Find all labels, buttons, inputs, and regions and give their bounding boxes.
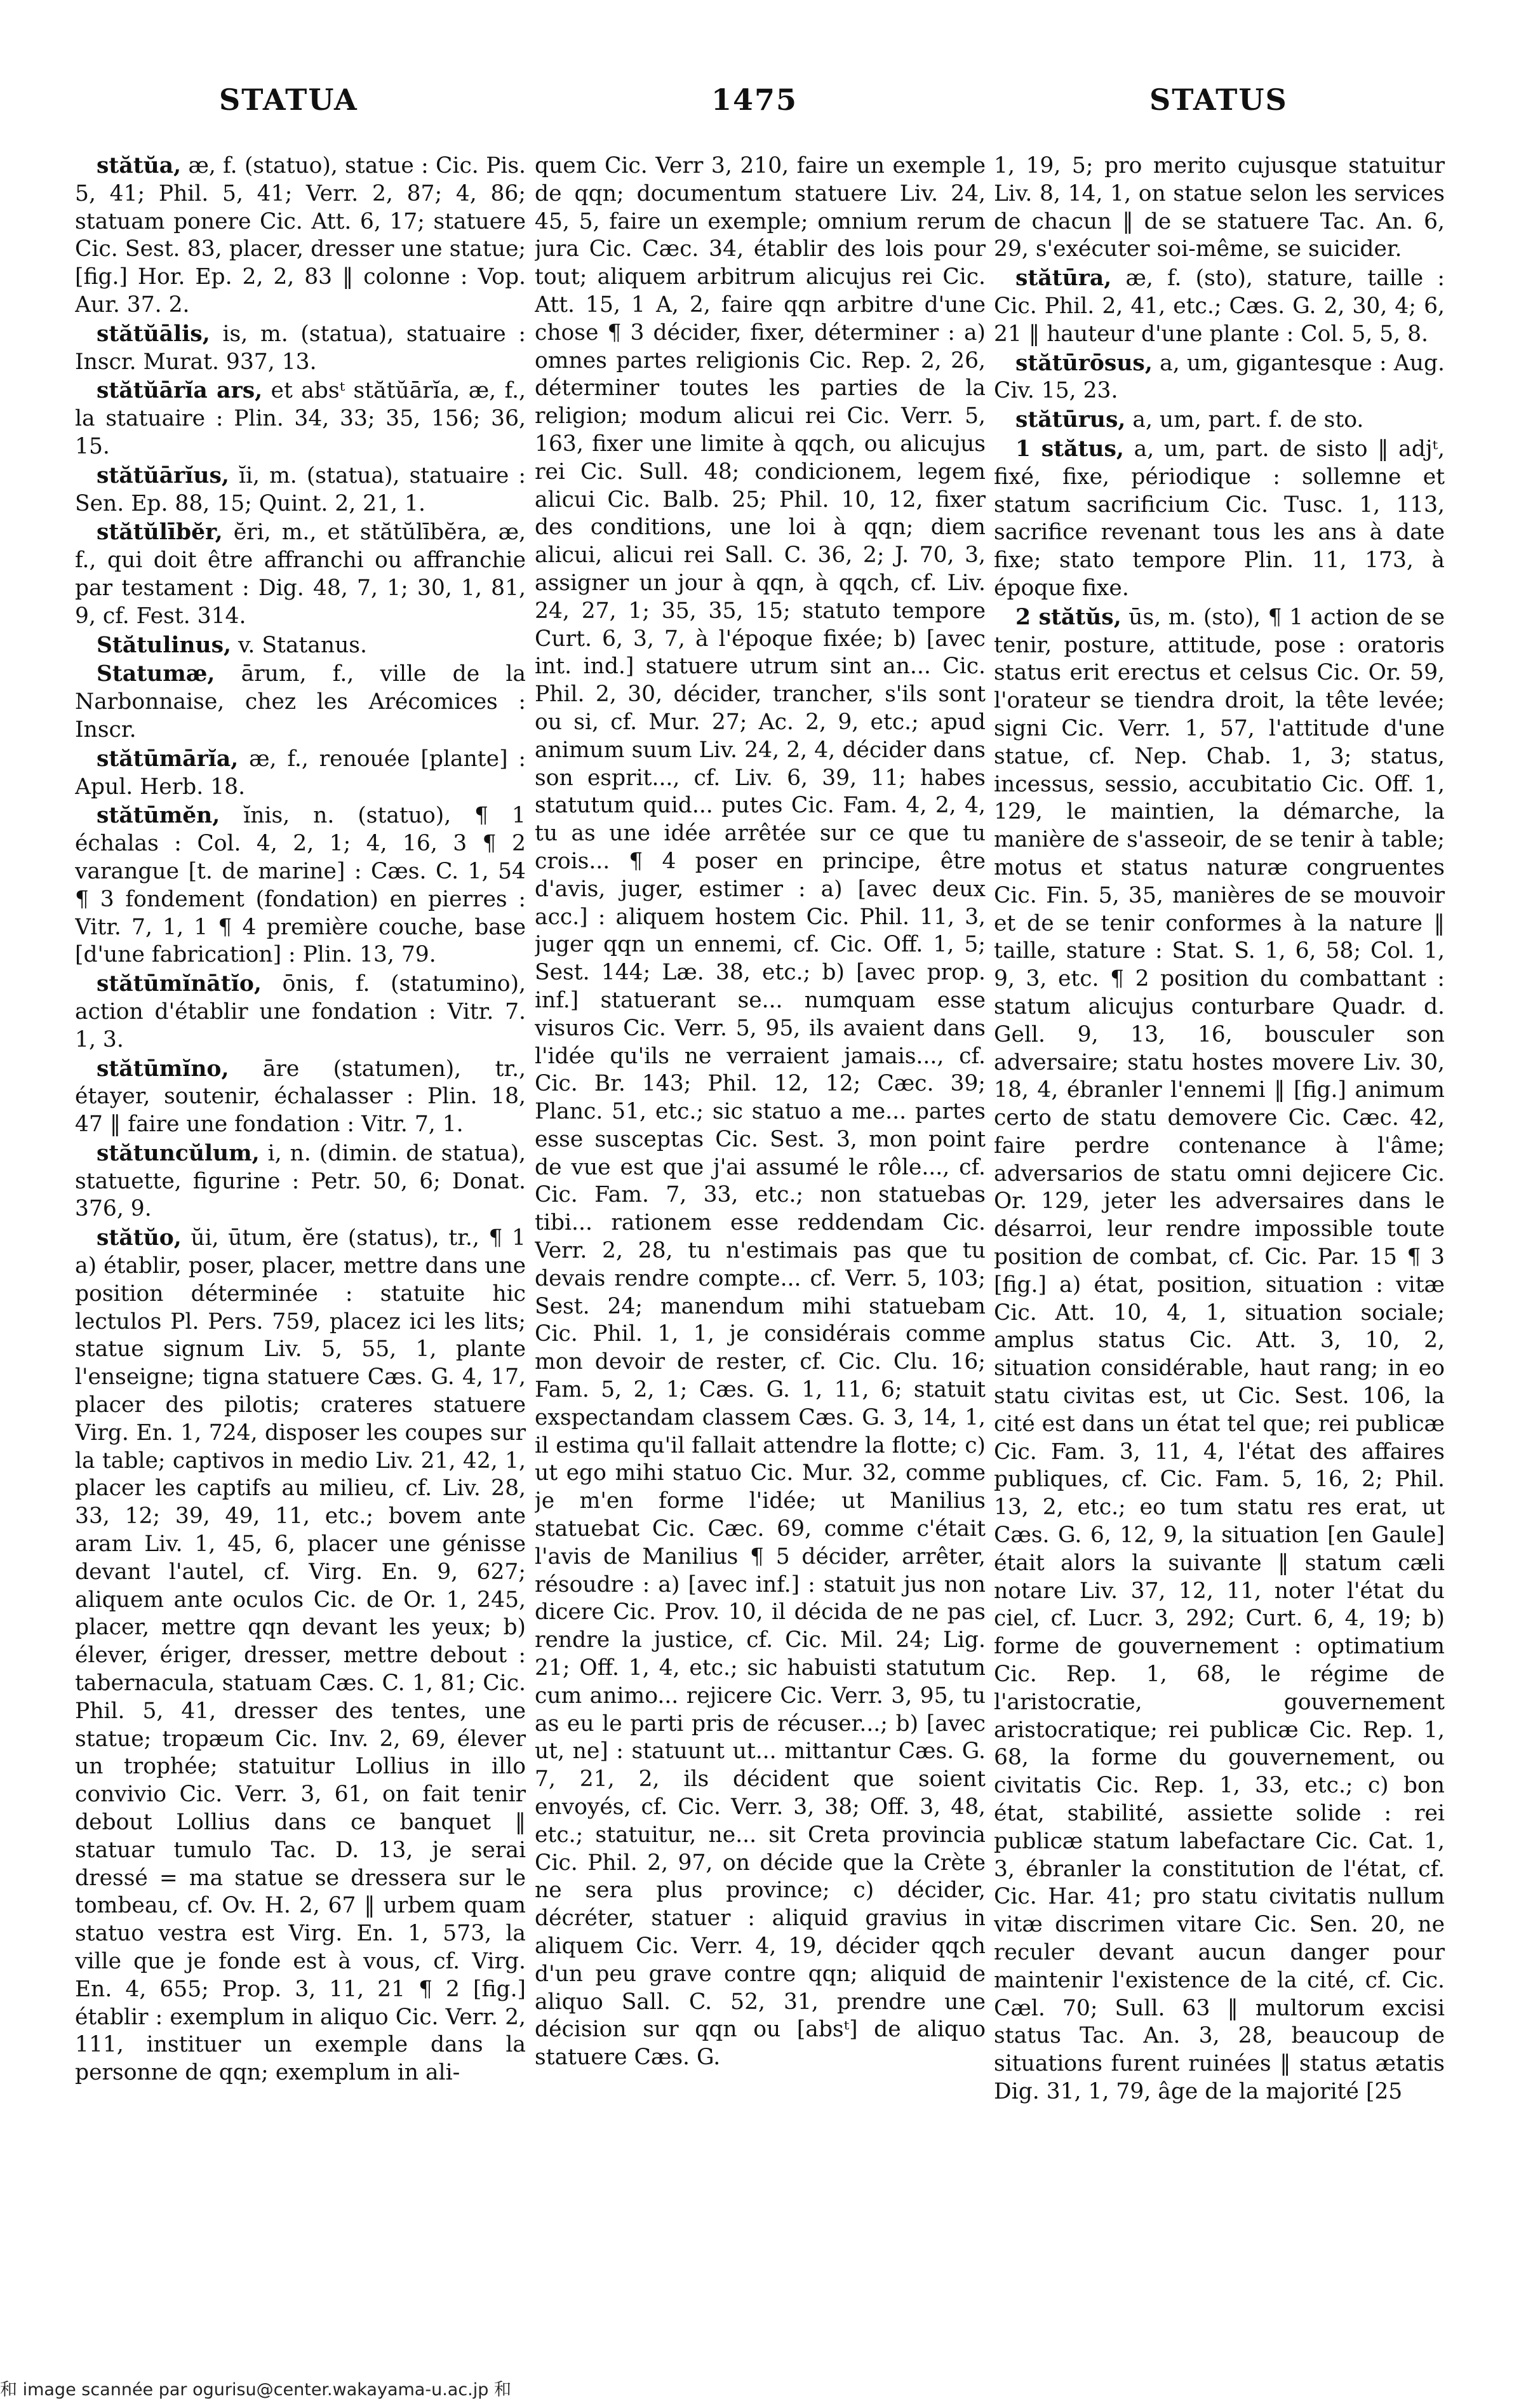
dictionary-entry — [994, 265, 1445, 348]
dictionary-entry — [75, 971, 526, 1054]
entry-body: i, n. (dimin. de statua), statuette, figurine : Petr. 50, 6; Donat. 376, 9. — [75, 1140, 526, 1222]
column-2 — [535, 152, 986, 2274]
dictionary-entry — [75, 321, 526, 377]
entry-body: ōnis, f. (statumino), action d'établir une fondation : Vitr. 7. 1, 3. — [75, 971, 526, 1052]
header-right-word: STATUS — [1149, 83, 1288, 117]
entry-body: ĭi, m. (statua), statuaire : Sen. Ep. 88, 15; Quint. 2, 21, 1. — [75, 462, 526, 516]
entry-headword: stătūmārĭa, — [97, 746, 239, 772]
entry-headword: stătūra, — [1015, 265, 1112, 292]
entry-headword: stătŭo, — [97, 1225, 182, 1251]
dictionary-entry — [75, 519, 526, 630]
entry-body: ĭnis, n. (statuo), ¶ 1 échalas : Col. 4, 2, 1; 4, 16, 3 ¶ 2 varangue [t. de marine] : Cæs. C. 1, 54 ¶ 3 fondement (fondation) en pierres : Vitr. 7, 1, 1 ¶ 4 première couche, base [d'une fabrication] : Plin. 13, 79. — [75, 803, 526, 968]
entry-headword: stătūmĭnātĭo, — [97, 971, 262, 997]
dictionary-entry — [994, 152, 1445, 264]
entry-headword: Statumæ, — [97, 661, 215, 687]
column-3 — [994, 152, 1445, 2274]
page-number: 1475 — [711, 83, 798, 117]
dictionary-entry — [75, 746, 526, 802]
entry-body: ārum, f., ville de la Narbonnaise, chez les Arécomices : Inscr. — [75, 661, 526, 743]
entry-headword: stătŭa, — [97, 153, 182, 178]
dictionary-entry — [75, 462, 526, 518]
running-header — [0, 83, 1540, 127]
column-1 — [75, 152, 526, 2274]
entry-body: a, um, gigantesque : Aug. Civ. 15, 23. — [994, 350, 1445, 404]
entry-headword: stătŭārĭa ars, — [97, 378, 263, 404]
entry-body: ŭi, ūtum, ĕre (status), tr., ¶ 1 a) établir, poser, placer, mettre dans une position déterminée : statuite hic lectulos Pl. Pers. 759, placez ici les lits; statue signum Liv. 5, 55, 1, plante l'enseigne; tigna statuere Cæs. G. 4, 17, placer des pilotis; crateres statuere Virg. En. 1, 724, disposer les coupes sur la table; captivos in medio Liv. 21, 42, 1, placer les captifs au milieu, cf. Liv. 28, 33, 12; 39, 49, 11, etc.; bovem ante aram Liv. 1, 45, 6, placer une génisse devant l'autel, cf. Virg. En. 9, 627; aliquem ante oculos Cic. de Or. 1, 245, placer, mettre qqn devant les yeux; b) élever, ériger, dresser, mettre debout : tabernacula, statuam Cæs. C. 1, 81; Cic. Phil. 5, 41, dresser des tentes, une statue; tropæum Cic. Inv. 2, 69, élever un trophée; statuitur Lollius in illo convivio Cic. Verr. 3, 61, on fait tenir debout Lollius dans ce banquet ‖ statuar tumulo Tac. D. 13, je serai dressé = ma statue se dressera sur le tombeau, cf. Ov. H. 2, 67 ‖ urbem quam statuo vestra est Virg. En. 1, 573, la ville que je fonde est à vous, cf. Virg. En. 4, 655; Prop. 3, 11, 21 ¶ 2 [fig.] établir : exemplum in aliquo Cic. Verr. 2, 111, instituer un exemple dans la personne de qqn; exemplum in ali- — [75, 1225, 526, 2086]
dictionary-entry — [75, 1140, 526, 1223]
entry-headword: stătūmĭno, — [97, 1056, 229, 1082]
entry-headword: stătūrōsus, — [1015, 350, 1153, 376]
entry-body: a, um, part. de sisto ‖ adjᵗ, fixé, fixe, périodique : sollemne et statum sacrificium Cic. Tusc. 1, 113, sacrifice revenant tous les ans à date fixe; stato tempore Plin. 11, 173, à époque fixe. — [994, 436, 1445, 601]
entry-body: æ, f., renouée [plante] : Apul. Herb. 18. — [75, 746, 526, 800]
entry-headword: 1 stătus, — [1015, 436, 1124, 462]
dictionary-entry — [994, 436, 1445, 603]
dictionary-entry — [75, 632, 526, 660]
entry-body: a, um, part. f. de sto. — [1132, 407, 1364, 433]
entry-body: v. Statanus. — [238, 632, 367, 658]
entry-body: ūs, m. (sto), ¶ 1 action de se tenir, posture, attitude, pose : oratoris status erit erectus et celsus Cic. Or. 59, l'orateur se tiendra droit, la tête levée; signi Cic. Verr. 1, 57, l'attitude d'une statue, cf. Nep. Chab. 1, 3; status, incessus, sessio, accubitatio Cic. Off. 1, 129, le maintien, la démarche, la manière de s'asseoir, de se tenir à table; motus et status naturæ congruentes Cic. Fin. 5, 35, manières de se mouvoir et de se tenir conformes à la nature ‖ taille, stature : Stat. S. 1, 6, 58; Col. 1, 9, 3, etc. ¶ 2 position du combattant : statum alicujus conturbare Quadr. d. Gell. 9, 13, 16, bousculer son adversaire; statu hostes movere Liv. 30, 18, 4, ébranler l'ennemi ‖ [fig.] animum certo de statu demovere Cic. Cæc. 42, faire perdre contenance à l'âme; adversarios de statu omni dejicere Cic. Or. 129, jeter les adversaires dans le désarroi, leur rendre impossible toute position de combat, cf. Cic. Par. 15 ¶ 3 [fig.] a) état, position, situation : vitæ Cic. Att. 10, 4, 1, situation sociale; amplus status Cic. Att. 3, 10, 2, situation considérable, haut rang; in eo statu civitas est, ut Cic. Sest. 106, la cité est dans un état tel que; rei publicæ Cic. Fam. 3, 11, 4, l'état des affaires publiques, cf. Cic. Fam. 5, 16, 2; Phil. 13, 2, etc.; eo tum statu res erat, ut Cæs. G. 6, 12, 9, la situation [en Gaule] était alors la suivante ‖ statum cæli notare Liv. 37, 12, 11, noter l'état du ciel, cf. Lucr. 3, 292; Curt. 6, 4, 19; b) forme de gouvernement : optimatium Cic. Rep. 1, 68, le régime de l'aristocratie, gouvernement aristocratique; rei publicæ Cic. Rep. 1, 68, la forme du gouvernement, ou civitatis Cic. Rep. 1, 33, etc.; c) bon état, stabilité, assiette solide : rei publicæ statum labefactare Cic. Cat. 1, 3, ébranler la constitution de l'état, cf. Cic. Har. 41; pro statu civitatis nullum vitæ discrimen vitare Cic. Sen. 20, ne reculer devant aucun danger pour maintenir l'existence de la cité, cf. Cic. Cæl. 70; Sull. 63 ‖ multorum excisi status Tac. An. 3, 28, beaucoup de situations furent ruinées ‖ status ætatis Dig. 31, 1, 79, âge de la majorité [25 — [994, 604, 1445, 2104]
entry-headword: Stătulinus, — [97, 632, 232, 658]
entry-headword: stătūmĕn, — [97, 803, 220, 829]
dictionary-entry — [535, 152, 986, 2072]
dictionary-entry — [994, 604, 1445, 2106]
entry-body: 1, 19, 5; pro merito cujusque statuitur Liv. 8, 14, 1, on statue selon les services de chacun ‖ de se statuere Tac. An. 6, 29, s'exécuter soi-même, se suicider. — [994, 153, 1445, 262]
entry-headword: stătŭārĭus, — [97, 462, 229, 488]
dictionary-entry — [75, 377, 526, 460]
dictionary-entry — [994, 407, 1445, 434]
entry-headword: stătuncŭlum, — [97, 1140, 260, 1166]
entry-headword: stătŭlībĕr, — [97, 520, 223, 546]
dictionary-entry — [75, 1225, 526, 2087]
dictionary-entry — [75, 152, 526, 319]
dictionary-entry — [75, 802, 526, 969]
entry-headword: stătūrus, — [1015, 407, 1126, 433]
scan-credit: 和 image scannée par ogurisu@center.wakayama-u.ac.jp 和 — [0, 2380, 511, 2400]
dictionary-entry — [994, 350, 1445, 406]
entry-headword: stătŭālis, — [97, 321, 210, 347]
entry-body: ĕri, m., et stătŭlībĕra, æ, f., qui doit être affranchi ou affranchie par testament : Dig. 48, 7, 1; 30, 1, 81, 9, cf. Fest. 314. — [75, 520, 526, 629]
entry-body: āre (statumen), tr., étayer, soutenir, échalasser : Plin. 18, 47 ‖ faire une fondation : Vitr. 7, 1. — [75, 1056, 526, 1138]
entry-body: et absᵗ stătŭārĭa, æ, f., la statuaire : Plin. 34, 33; 35, 156; 36, 15. — [75, 378, 526, 459]
entry-body: is, m. (statua), statuaire : Inscr. Murat. 937, 13. — [75, 321, 526, 375]
entry-headword: 2 stătŭs, — [1015, 604, 1122, 630]
header-left-word: STATUA — [219, 83, 358, 117]
entry-body: quem Cic. Verr 3, 210, faire un exemple de qqn; documentum statuere Liv. 24, 45, 5, faire un exemple; omnium rerum jura Cic. Cæc. 34, établir des lois pour tout; aliquem arbitrum alicujus rei Cic. Att. 15, 1 A, 2, faire qqn arbitre d'une chose ¶ 3 décider, fixer, déterminer : a) omnes partes religionis Cic. Rep. 2, 26, déterminer toutes les parties de la religion; modum alicui rei Cic. Verr. 5, 163, fixer une limite à qqch, ou alicujus rei Cic. Sull. 48; condicionem, legem alicui Cic. Balb. 25; Phil. 10, 12, fixer des conditions, une loi à qqn; diem alicui, alicui rei Sall. C. 36, 2; J. 70, 3, assigner un jour à qqn, à qqch, cf. Liv. 24, 27, 1; 35, 35, 15; statuto tempore Curt. 6, 3, 7, à l'époque fixée; b) [avec int. ind.] statuere utrum sint an... Cic. Phil. 2, 30, décider, trancher, s'ils sont ou si, cf. Mur. 27; Ac. 2, 9, etc.; apud animum suum Liv. 24, 2, 4, décider dans son esprit..., cf. Liv. 6, 39, 11; habes statutum quid... putes Cic. Fam. 4, 2, 4, tu as une idée arrêtée sur ce que tu crois... ¶ 4 poser en principe, être d'avis, juger, estimer : a) [avec deux acc.] : aliquem hostem Cic. Phil. 11, 3, juger qqn un ennemi, cf. Cic. Off. 1, 5; Sest. 144; Læ. 38, etc.; b) [avec prop. inf.] statuerant se... numquam esse visuros Cic. Verr. 5, 95, ils avaient dans l'idée qu'ils ne verraient jamais..., cf. Cic. Br. 143; Phil. 12, 12; Cæc. 39; Planc. 51, etc.; sic statuo a me... partes esse susceptas Cic. Sest. 3, mon point de vue est que j'ai assumé le rôle..., cf. Cic. Fam. 7, 33, etc.; non statuebas tibi... rationem esse reddendam Cic. Verr. 2, 28, tu n'estimais pas que tu devais rendre compte... cf. Verr. 5, 103; Sest. 24; manendum mihi statuebam Cic. Phil. 1, 1, je considérais comme mon devoir de rester, cf. Cic. Clu. 16; Fam. 5, 2, 1; Cæs. G. 1, 11, 6; statuit exspectandam classem Cæs. G. 3, 14, 1, il estima qu'il fallait attendre la flotte; c) ut ego mihi statuo Cic. Mur. 32, comme je m'en forme l'idée; ut Manilius statuebat Cic. Cæc. 69, comme c'était l'avis de Manilius ¶ 5 décider, arrêter, résoudre : a) [avec inf.] : statuit jus non dicere Cic. Prov. 10, il décida de ne pas rendre la justice, cf. Cic. Mil. 24; Lig. 21; Off. 1, 4, etc.; sic habuisti statutum cum animo... rejicere Cic. Verr. 3, 95, tu as eu le parti pris de récuser...; b) [avec ut, ne] : statuunt ut... mittantur Cæs. G. 7, 21, 2, ils décident que soient envoyés, cf. Cic. Verr. 3, 38; Off. 3, 48, etc.; statuitur, ne... sit Creta provincia Cic. Phil. 2, 97, on décide que la Crète ne sera plus province; c) décider, décréter, statuer : aliquid gravius in aliquem Cic. Verr. 4, 19, décider qqch d'un peu grave contre qqn; aliquid de aliquo Sall. C. 52, 31, prendre une décision sur qqn ou [absᵗ] de aliquo statuere Cæs. G. — [535, 153, 986, 2071]
entry-body: æ, f. (sto), stature, taille : Cic. Phil. 2, 41, etc.; Cæs. G. 2, 30, 4; 6, 21 ‖ hauteur d'une plante : Col. 5, 5, 8. — [994, 265, 1445, 347]
dictionary-entry — [75, 661, 526, 744]
entry-body: æ, f. (statuo), statue : Cic. Pis. 5, 41; Phil. 5, 41; Verr. 2, 87; 4, 86; statuam ponere Cic. Att. 6, 17; statuere Cic. Sest. 83, placer, dresser une statue; [fig.] Hor. Ep. 2, 2, 83 ‖ colonne : Vop. Aur. 37. 2. — [75, 153, 526, 318]
dictionary-entry — [75, 1056, 526, 1139]
